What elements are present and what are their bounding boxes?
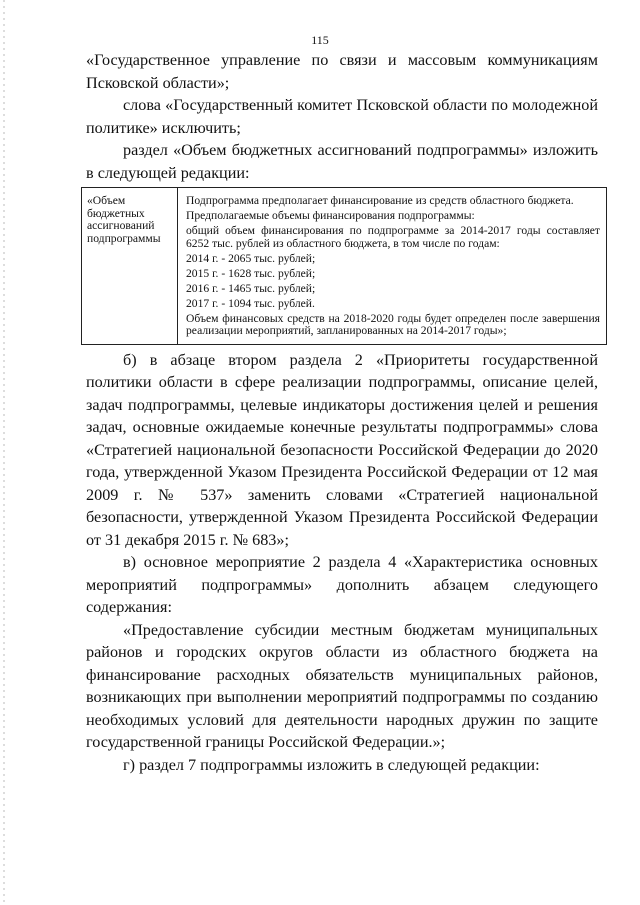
table-line: Объем финансовых средств на 2018-2020 годы будет определен после завершения реализации мероприятий, запланированных на 2014-2017 годы»; bbox=[186, 311, 600, 337]
paragraph-words-exclude: слова «Государственный комитет Псковской области по молодежной политике» исключить; bbox=[86, 96, 598, 137]
paragraph-section-replace: раздел «Объем бюджетных ассигнований подпрограммы» изложить в следующей редакции: bbox=[86, 141, 598, 182]
table-line: 2014 г. - 2065 тыс. рублей; bbox=[186, 251, 316, 265]
paragraph-v: в) основное мероприятие 2 раздела 4 «Характеристика основных мероприятий подпрограммы» дополнить абзацем следующего содержания: bbox=[86, 553, 598, 616]
paragraph-b: б) в абзаце втором раздела 2 «Приоритеты государственной политики области в сфере реализации подпрограммы, описание целей, задач подпрограммы, целевые индикаторы достижения целей и решения задач, основные ожидаемые конечные результаты подпрограммы» слова «Стратегией национальной безопасности Российской Федерации до 2020 года, утвержденной Указом Президента Российской Федерации от 12 мая 2009 г. № 537» заменить словами «Стратегией национальной безопасности, утвержденной Указом Президента Российской Федерации от 31 декабря 2015 г. № 683»; bbox=[86, 350, 598, 549]
table-line: Предполагаемые объемы финансирования подпрограммы: bbox=[186, 209, 475, 222]
scan-edge bbox=[3, 0, 5, 905]
table-line: 2016 г. - 1465 тыс. рублей; bbox=[186, 281, 316, 295]
document-body bbox=[86, 49, 598, 776]
table-line: Подпрограмма предполагает финансирование из средств областного бюджета. bbox=[186, 194, 574, 207]
paragraph-body-continued: «Государственное управление по связи и массовым коммуникациям Псковской области»; bbox=[86, 51, 598, 92]
page-number: 115 bbox=[311, 33, 329, 47]
table-content-cell bbox=[178, 188, 606, 344]
table-line: 2017 г. - 1094 тыс. рублей. bbox=[186, 296, 315, 310]
budget-table bbox=[81, 187, 607, 345]
table-label-cell: «Объем бюджетных ассигнований подпрограммы bbox=[82, 188, 178, 344]
paragraph-g: г) раздел 7 подпрограммы изложить в следующей редакции: bbox=[123, 755, 540, 774]
table-line: общий объем финансирования по подпрограмме за 2014-2017 годы составляет 6252 тыс. рублей из областного бюджета, в том числе по годам: bbox=[186, 224, 600, 250]
table-line: 2015 г. - 1628 тыс. рублей; bbox=[186, 266, 316, 280]
paragraph-quoted-subsidy: «Предоставление субсидии местным бюджетам муниципальных районов и городских округов области из областного бюджета на финансирование расходных обязательств муниципальных районов, возникающих при выполнении мероприятий подпрограммы по созданию необходимых условий для деятельности народных дружин по защите государственной границы Российской Федерации.»; bbox=[86, 620, 598, 751]
